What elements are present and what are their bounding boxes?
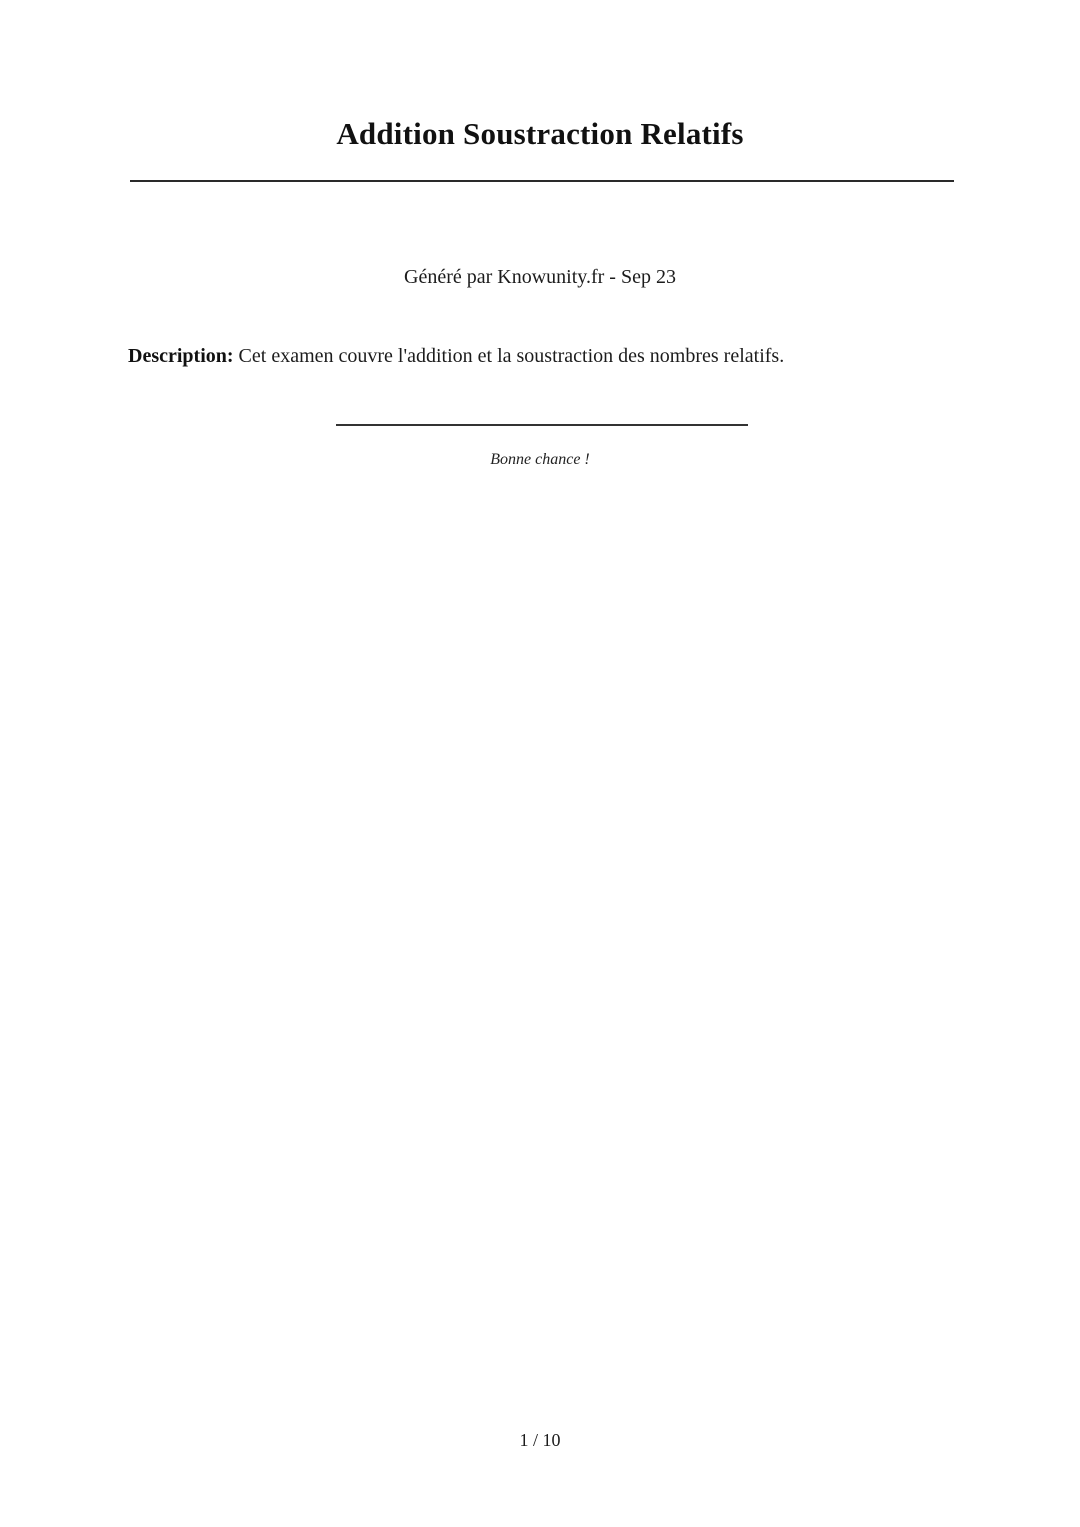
page-number: 1 / 10 <box>519 1430 561 1450</box>
description-label: Description: <box>128 345 234 367</box>
center-divider <box>336 424 748 426</box>
page-title: Addition Soustraction Relatifs <box>336 116 744 151</box>
title-divider <box>130 180 954 182</box>
description-text: Cet examen couvre l'addition et la soustraction des nombres relatifs. <box>238 345 785 367</box>
description-line <box>128 343 952 370</box>
generated-by-line: Généré par Knowunity.fr - Sep 23 <box>404 266 676 288</box>
good-luck-text: Bonne chance ! <box>490 451 590 468</box>
